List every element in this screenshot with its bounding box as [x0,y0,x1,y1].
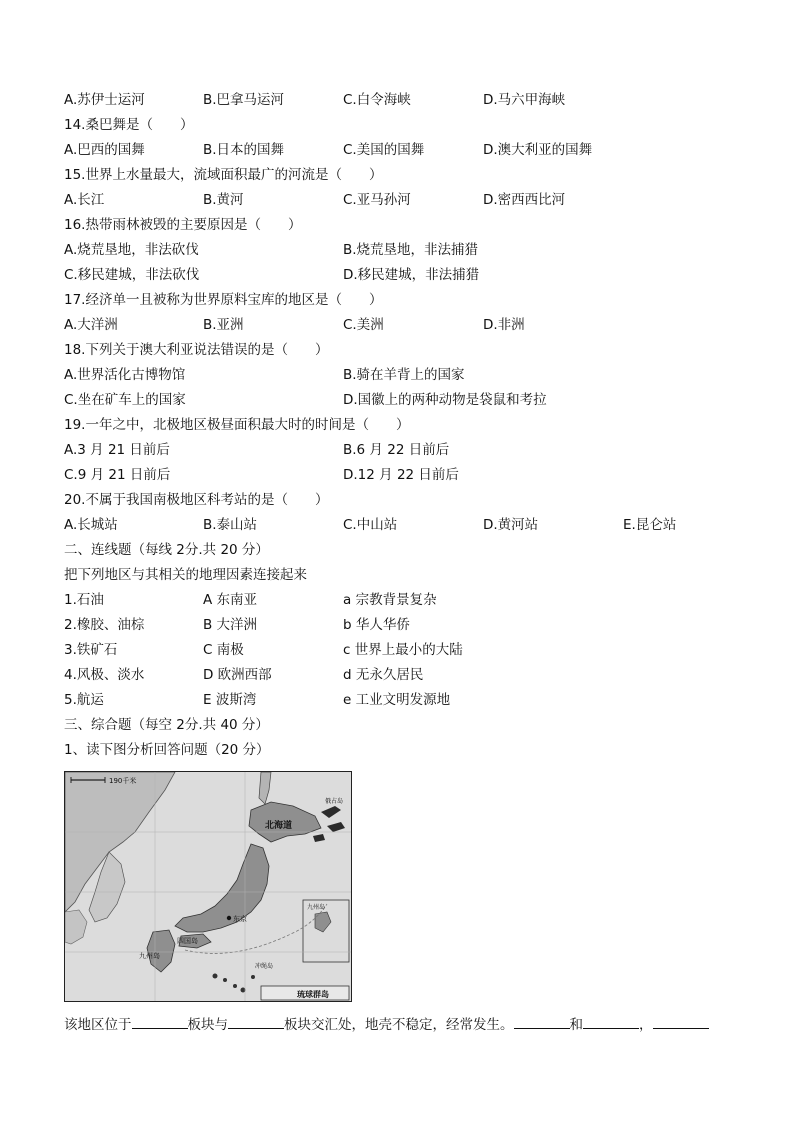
q16-options-row2 [64,263,734,288]
q15-option-c: C.亚马孙河 [343,192,411,208]
q13-option-d: D.马六甲海峡 [483,92,566,108]
match-item: 4.风极、淡水 [64,667,145,683]
q13-option-c: C.白令海峡 [343,92,411,108]
q15-option-d: D.密西西比河 [483,192,566,208]
occupied-islands-label: 俄占岛 [325,798,344,805]
q17-option-a: A.大洋洲 [64,317,118,333]
match-factor: a 宗教背景复杂 [343,592,437,608]
match-item: 5.航运 [64,692,104,708]
answer-blank-1[interactable] [132,1014,188,1029]
q15-stem: 15.世界上水量最大，流域面积最广的河流是（ ） [64,167,383,183]
match-factor: c 世界上最小的大陆 [343,642,463,658]
answer-blank-5[interactable] [653,1014,709,1029]
q20-option-e: E.昆仑站 [623,517,677,533]
match-item: 3.铁矿石 [64,642,118,658]
answer-text-4: 和 [569,1017,583,1033]
q18-option-d: D.国徽上的两种动物是袋鼠和考拉 [343,392,547,408]
q15-option-a: A.长江 [64,192,105,208]
ryukyu-label: 琉球群岛 [297,990,329,999]
answer-text-3: 板块交汇处，地壳不稳定，经常发生。 [284,1017,514,1033]
q15-options [64,188,734,213]
q13-options [64,88,734,113]
match-row [64,688,734,713]
question-page [64,88,734,763]
q18-option-a: A.世界活化古博物馆 [64,367,186,383]
q19-option-b: B.6 月 22 日前后 [343,442,450,458]
q14-option-a: A.巴西的国舞 [64,142,145,158]
match-row [64,638,734,663]
match-region: C 南极 [203,642,244,658]
match-region: D 欧洲西部 [203,667,272,683]
q14-option-c: C.美国的国舞 [343,142,425,158]
section2-title: 二、连线题（每线 2分.共 20 分） [64,542,269,558]
q14-option-d: D.澳大利亚的国舞 [483,142,593,158]
kyushu-label: 九州岛 [139,952,160,960]
match-row [64,588,734,613]
q16-option-b: B.烧荒垦地，非法捕猎 [343,242,479,258]
match-row [64,613,734,638]
q15-option-b: B.黄河 [203,192,244,208]
answer-text-1: 该地区位于 [64,1017,132,1033]
okinawa-label: 冲绳岛 [255,963,274,970]
japan-map-graphic [65,772,351,1001]
answer-prompt [64,1014,709,1036]
answer-blank-2[interactable] [228,1014,284,1029]
q16-options-row1 [64,238,734,263]
section3-question1: 1、读下图分析回答问题（20 分） [64,742,270,758]
q19-option-d: D.12 月 22 日前后 [343,467,459,483]
q17-option-b: B.亚洲 [203,317,244,333]
kyushu-inset-label: 九州岛 [307,904,326,911]
scale-label: 190千米 [109,777,137,785]
q19-option-a: A.3 月 21 日前后 [64,442,170,458]
q19-options-row1 [64,438,734,463]
q16-option-d: D.移民建城，非法捕猎 [343,267,480,283]
q18-option-c: C.坐在矿车上的国家 [64,392,186,408]
q20-options [64,513,734,538]
hokkaido-label: 北海道 [265,821,293,831]
shikoku-label: 四国岛 [177,937,198,945]
q17-option-d: D.非洲 [483,317,525,333]
answer-text-2: 板块与 [187,1017,228,1033]
q17-stem: 17.经济单一且被称为世界原料宝库的地区是（ ） [64,292,383,308]
q18-options-row1 [64,363,734,388]
match-region: B 大洋洲 [203,617,258,633]
q17-options [64,313,734,338]
q17-option-c: C.美洲 [343,317,384,333]
q19-option-c: C.9 月 21 日前后 [64,467,171,483]
answer-text-5: ， [639,1017,653,1033]
match-row [64,663,734,688]
section3-title: 三、综合题（每空 2分.共 40 分） [64,717,269,733]
q14-stem: 14.桑巴舞是（ ） [64,117,194,133]
match-region: E 波斯湾 [203,692,257,708]
q16-option-a: A.烧荒垦地，非法砍伐 [64,242,199,258]
q16-stem: 16.热带雨林被毁的主要原因是（ ） [64,217,302,233]
q18-options-row2 [64,388,734,413]
match-factor: d 无永久居民 [343,667,424,683]
q19-options-row2 [64,463,734,488]
match-item: 1.石油 [64,592,104,608]
q16-option-c: C.移民建城，非法砍伐 [64,267,200,283]
q20-option-a: A.长城站 [64,517,118,533]
japan-map [64,771,352,1002]
q20-option-c: C.中山站 [343,517,398,533]
q18-option-b: B.骑在羊背上的国家 [343,367,465,383]
section2-instruction: 把下列地区与其相关的地理因素连接起来 [64,567,307,583]
match-region: A 东南亚 [203,592,258,608]
q14-option-b: B.日本的国舞 [203,142,285,158]
q19-stem: 19.一年之中，北极地区极昼面积最大时的时间是（ ） [64,417,410,433]
match-factor: e 工业文明发源地 [343,692,451,708]
answer-blank-3[interactable] [514,1014,570,1029]
match-item: 2.橡胶、油棕 [64,617,145,633]
q20-option-d: D.黄河站 [483,517,539,533]
q13-option-a: A.苏伊士运河 [64,92,145,108]
q20-option-b: B.泰山站 [203,517,258,533]
answer-blank-4[interactable] [583,1014,639,1029]
q18-stem: 18.下列关于澳大利亚说法错误的是（ ） [64,342,329,358]
q14-options [64,138,734,163]
tokyo-label: 东京 [233,915,247,923]
q20-stem: 20.不属于我国南极地区科考站的是（ ） [64,492,329,508]
match-factor: b 华人华侨 [343,617,410,633]
q13-option-b: B.巴拿马运河 [203,92,285,108]
